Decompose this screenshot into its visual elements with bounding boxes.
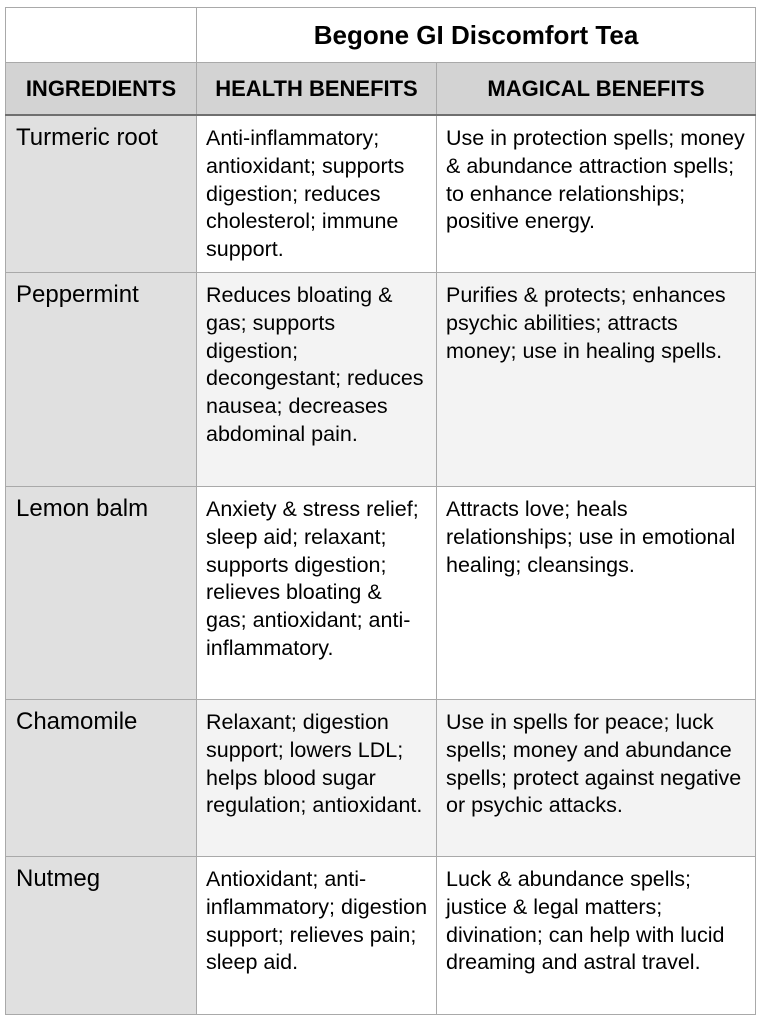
table-row bbox=[6, 486, 756, 699]
header-ingredients: INGREDIENTS bbox=[6, 63, 197, 116]
table-title: Begone GI Discomfort Tea bbox=[197, 8, 756, 63]
table-row bbox=[6, 272, 756, 486]
ingredient-cell: Lemon balm bbox=[6, 486, 197, 699]
header-row bbox=[6, 63, 756, 116]
magical-benefits-cell: Luck & abundance spells; justice & legal matters; divination; can help with lucid dreaming and astral travel. bbox=[437, 856, 756, 1014]
table-row bbox=[6, 115, 756, 272]
tea-table-container bbox=[5, 7, 755, 1015]
magical-benefits-cell: Use in protection spells; money & abundance attraction spells; to enhance relationships; positive energy. bbox=[437, 115, 756, 272]
title-empty-cell bbox=[6, 8, 197, 63]
magical-benefits-cell: Attracts love; heals relationships; use in emotional healing; cleansings. bbox=[437, 486, 756, 699]
health-benefits-cell: Reduces bloating & gas; supports digestion; decongestant; reduces nausea; decreases abdominal pain. bbox=[197, 272, 437, 486]
ingredient-cell: Turmeric root bbox=[6, 115, 197, 272]
health-benefits-cell: Anti-inflammatory; antioxidant; supports digestion; reduces cholesterol; immune support. bbox=[197, 115, 437, 272]
magical-benefits-cell: Purifies & protects; enhances psychic abilities; attracts money; use in healing spells. bbox=[437, 272, 756, 486]
table-row bbox=[6, 856, 756, 1014]
header-magical-benefits: MAGICAL BENEFITS bbox=[437, 63, 756, 116]
health-benefits-cell: Anxiety & stress relief; sleep aid; relaxant; supports digestion; relieves bloating & gas; antioxidant; anti-inflammatory. bbox=[197, 486, 437, 699]
magical-benefits-cell: Use in spells for peace; luck spells; money and abundance spells; protect against negative or psychic attacks. bbox=[437, 699, 756, 856]
tea-table bbox=[5, 7, 756, 1015]
ingredient-cell: Peppermint bbox=[6, 272, 197, 486]
health-benefits-cell: Relaxant; digestion support; lowers LDL; helps blood sugar regulation; antioxidant. bbox=[197, 699, 437, 856]
health-benefits-cell: Antioxidant; anti-inflammatory; digestion support; relieves pain; sleep aid. bbox=[197, 856, 437, 1014]
ingredient-cell: Chamomile bbox=[6, 699, 197, 856]
title-row bbox=[6, 8, 756, 63]
ingredient-cell: Nutmeg bbox=[6, 856, 197, 1014]
table-row bbox=[6, 699, 756, 856]
header-health-benefits: HEALTH BENEFITS bbox=[197, 63, 437, 116]
